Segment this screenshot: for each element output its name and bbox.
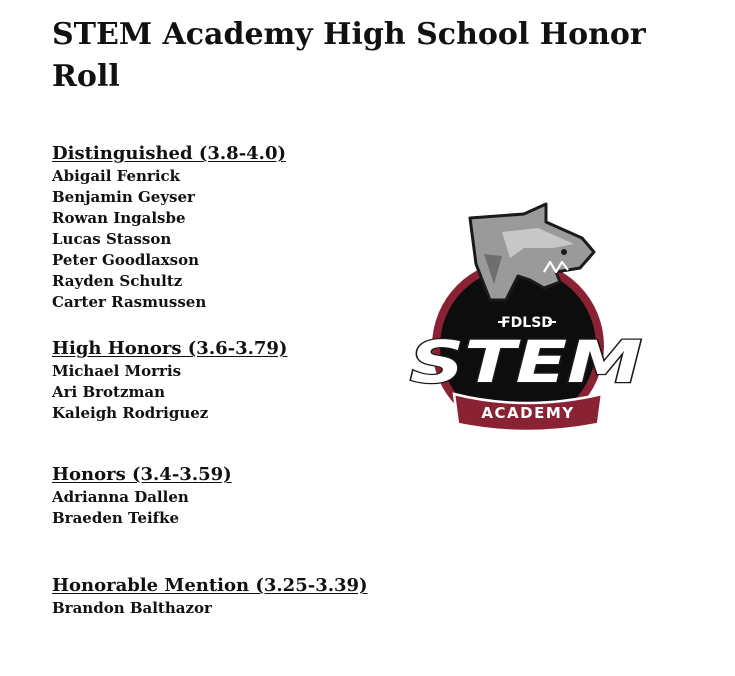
list-item: Ari Brotzman (52, 383, 165, 401)
list-item: Kaleigh Rodriguez (52, 404, 209, 422)
section-honors (52, 463, 392, 529)
list-item: Benjamin Geyser (52, 188, 195, 206)
logo-main-text: STEM (410, 328, 642, 396)
section-heading: Honors (3.4-3.59) (52, 464, 232, 485)
section-honorable-mention (52, 574, 392, 619)
section-high-honors (52, 337, 392, 424)
section-distinguished (52, 142, 392, 313)
section-heading: High Honors (3.6-3.79) (52, 338, 288, 359)
list-item: Michael Morris (52, 362, 182, 380)
list-item: Peter Goodlaxson (52, 251, 200, 269)
list-item: Adrianna Dallen (52, 488, 189, 506)
list-item: Lucas Stasson (52, 230, 172, 248)
list-item: Rowan Ingalsbe (52, 209, 186, 227)
list-item: Braeden Teifke (52, 509, 180, 527)
shark-logo-icon (406, 196, 656, 448)
name-list (52, 361, 392, 424)
name-list (52, 487, 392, 529)
list-item: Brandon Balthazor (52, 599, 212, 617)
list-item: Abigail Fenrick (52, 167, 181, 185)
section-heading: Distinguished (3.8-4.0) (52, 143, 286, 164)
page-title: STEM Academy High School Honor Roll (52, 17, 646, 94)
list-item: Carter Rasmussen (52, 293, 207, 311)
logo-top-text: FDLSD (501, 315, 553, 331)
name-list (52, 166, 392, 313)
section-heading: Honorable Mention (3.25-3.39) (52, 575, 368, 596)
logo-banner-text: ACADEMY (481, 404, 575, 422)
list-item: Rayden Schultz (52, 272, 183, 290)
name-list (52, 598, 392, 619)
